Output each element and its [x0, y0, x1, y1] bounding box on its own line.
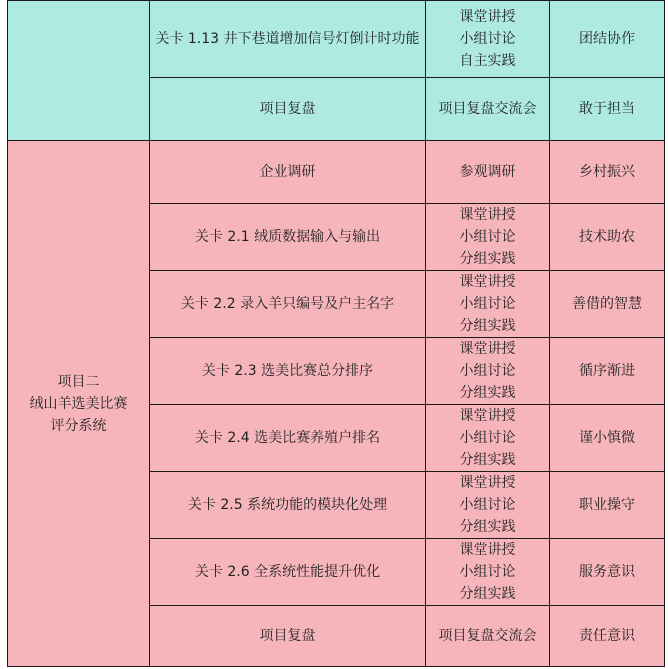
method-item: 自主实践 [459, 53, 516, 69]
method-item: 小组讨论 [459, 229, 516, 245]
method-cell [426, 271, 550, 338]
method-item: 小组讨论 [459, 31, 516, 47]
level-cell: 关卡 2.2 录入羊只编号及户主名字 [150, 271, 426, 338]
curriculum-table [7, 0, 665, 667]
level-cell: 企业调研 [150, 141, 426, 204]
method-cell [426, 78, 550, 141]
method-item: 小组讨论 [459, 497, 516, 513]
value-cell: 服务意识 [550, 539, 665, 606]
value-cell: 敢于担当 [550, 78, 665, 141]
method-cell [426, 539, 550, 606]
module-cell [8, 141, 150, 667]
method-item: 参观调研 [459, 164, 516, 180]
method-item: 课堂讲授 [459, 542, 516, 558]
value-cell: 技术助农 [550, 204, 665, 271]
method-cell [426, 606, 550, 667]
table-row [8, 141, 665, 204]
level-cell: 项目复盘 [150, 78, 426, 141]
method-item: 分组实践 [459, 452, 516, 468]
method-item: 项目复盘交流会 [438, 101, 537, 117]
method-item: 课堂讲授 [459, 408, 516, 424]
module-title: 项目二 [57, 373, 100, 390]
value-cell: 谨小慎微 [550, 405, 665, 472]
value-cell: 善借的智慧 [550, 271, 665, 338]
method-item: 分组实践 [459, 586, 516, 602]
method-item: 小组讨论 [459, 430, 516, 446]
method-item: 分组实践 [459, 385, 516, 401]
level-cell: 项目复盘 [150, 606, 426, 667]
method-item: 课堂讲授 [459, 341, 516, 357]
method-cell [426, 338, 550, 405]
level-cell: 关卡 2.6 全系统性能提升优化 [150, 539, 426, 606]
method-cell [426, 472, 550, 539]
method-cell [426, 141, 550, 204]
method-item: 小组讨论 [459, 363, 516, 379]
method-item: 课堂讲授 [459, 9, 516, 25]
level-cell: 关卡 2.5 系统功能的模块化处理 [150, 472, 426, 539]
method-item: 小组讨论 [459, 296, 516, 312]
method-item: 分组实践 [459, 251, 516, 267]
value-cell: 循序渐进 [550, 338, 665, 405]
module-cell-empty [8, 1, 150, 141]
method-item: 课堂讲授 [459, 475, 516, 491]
value-cell: 乡村振兴 [550, 141, 665, 204]
method-item: 课堂讲授 [459, 207, 516, 223]
table-row [8, 1, 665, 78]
method-item: 分组实践 [459, 318, 516, 334]
value-cell: 职业操守 [550, 472, 665, 539]
value-cell: 责任意识 [550, 606, 665, 667]
module-name-line: 绒山羊选美比赛 [29, 395, 128, 412]
method-cell [426, 1, 550, 78]
level-cell: 关卡 1.13 井下巷道增加信号灯倒计时功能 [150, 1, 426, 78]
method-item: 小组讨论 [459, 564, 516, 580]
method-cell [426, 204, 550, 271]
module-name-line: 评分系统 [50, 417, 107, 434]
level-cell: 关卡 2.3 选美比赛总分排序 [150, 338, 426, 405]
value-cell: 团结协作 [550, 1, 665, 78]
level-cell: 关卡 2.1 绒质数据输入与输出 [150, 204, 426, 271]
level-cell: 关卡 2.4 选美比赛养殖户排名 [150, 405, 426, 472]
method-item: 项目复盘交流会 [438, 628, 537, 644]
method-item: 分组实践 [459, 519, 516, 535]
method-item: 课堂讲授 [459, 274, 516, 290]
method-cell [426, 405, 550, 472]
